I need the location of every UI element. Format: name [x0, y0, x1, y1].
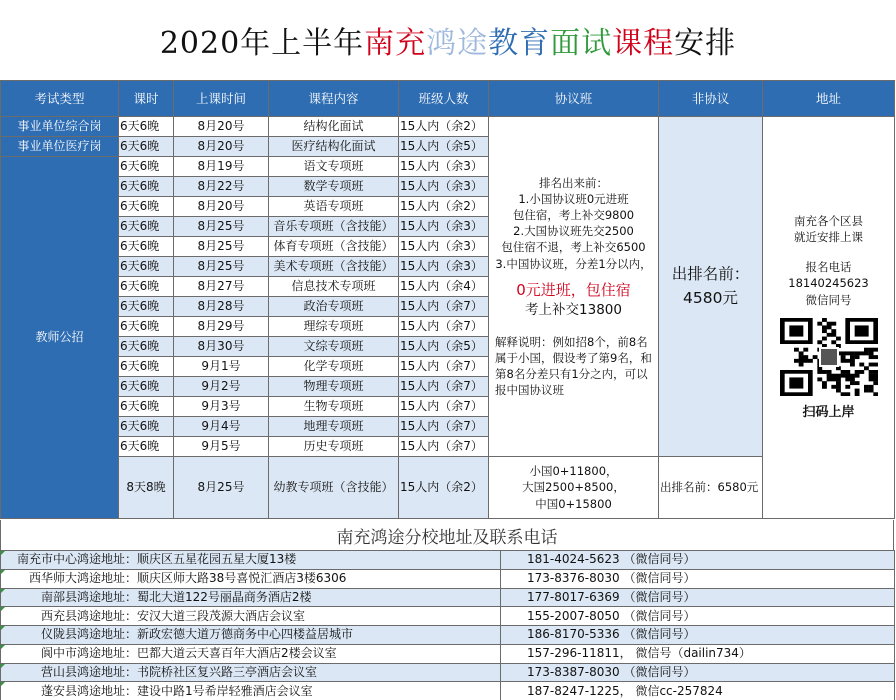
comment-marker-icon — [1, 570, 5, 574]
branch-address-cell — [1, 626, 501, 645]
date-cell: 9月1号 — [174, 357, 269, 377]
branch-row — [1, 644, 895, 663]
qr-code-icon — [780, 318, 878, 396]
class-size-cell: 15人内（余3） — [399, 237, 489, 257]
date-cell: 8月20号 — [174, 137, 269, 157]
title-part: 面试 — [550, 26, 613, 61]
date-cell: 8月22号 — [174, 177, 269, 197]
qr-label: 扫码上岸 — [802, 404, 855, 420]
class-size-cell: 15人内（余7） — [399, 297, 489, 317]
wechat-note: 微信同号 — [805, 292, 852, 307]
table-row — [1, 457, 895, 519]
column-header: 上课时间 — [174, 81, 269, 117]
date-cell: 9月4号 — [174, 417, 269, 437]
date-cell: 8月30号 — [174, 337, 269, 357]
hours-cell: 6天6晚 — [119, 437, 174, 457]
class-size-cell: 15人内（余2） — [399, 197, 489, 217]
course-cell: 理综专项班 — [269, 317, 399, 337]
address-line: 就近安排上课 — [794, 230, 863, 245]
branch-name: 营山县鸿途地址 — [40, 664, 125, 679]
branch-contact: 181-4024-5623 （微信同号） — [501, 551, 895, 570]
course-cell: 数学专项班 — [269, 177, 399, 197]
class-size-cell: 15人内（余3） — [399, 217, 489, 237]
branch-address: ：顺庆区师大路38号喜悦汇酒店3楼6306 — [125, 571, 347, 586]
agreement-highlight: 0元进班，包住宿 — [516, 280, 631, 299]
column-header: 非协议 — [659, 81, 763, 117]
branch-name: 阆中市鸿途地址 — [40, 646, 125, 661]
course-cell: 语文专项班 — [269, 157, 399, 177]
hours-cell: 6天6晚 — [119, 237, 174, 257]
branch-address-cell — [1, 682, 501, 700]
class-size-cell: 15人内（余7） — [399, 317, 489, 337]
date-cell: 8月28号 — [174, 297, 269, 317]
hours-cell: 6天6晚 — [119, 157, 174, 177]
date-cell: 9月2号 — [174, 377, 269, 397]
branch-address-cell — [1, 569, 501, 588]
non-agreement-label: 出排名前： — [671, 265, 750, 284]
title-part: 安排 — [674, 26, 737, 61]
comment-marker-icon — [1, 607, 5, 611]
branch-address: ：巴都大道云天喜百年大酒店2楼会议室 — [125, 646, 337, 661]
column-header: 协议班 — [489, 81, 659, 117]
hours-cell: 6天6晚 — [119, 317, 174, 337]
course-cell: 结构化面试 — [269, 117, 399, 137]
agreement-line: 2.大国协议班先交2500 — [513, 224, 634, 239]
non-agreement-cell — [659, 117, 763, 457]
class-size-cell: 15人内（余7） — [399, 377, 489, 397]
class-size-cell: 15人内（余7） — [399, 437, 489, 457]
branch-address: ：顺庆区五星花园五星大厦13楼 — [125, 552, 297, 567]
course-cell: 地理专项班 — [269, 417, 399, 437]
date-cell: 9月5号 — [174, 437, 269, 457]
non-agreement-preschool: 出排名前：6580元 — [659, 457, 763, 519]
date-cell: 8月25号 — [174, 457, 269, 519]
comment-marker-icon — [1, 589, 5, 593]
hours-cell: 6天6晚 — [119, 117, 174, 137]
branch-address-cell — [1, 644, 501, 663]
agreement-preschool-line: 中国0+15800 — [535, 496, 612, 511]
agreement-preschool-line: 大国2500+8500， — [522, 480, 625, 495]
branch-name: 西充县鸿途地址 — [40, 608, 125, 623]
class-size-cell: 15人内（余7） — [399, 397, 489, 417]
class-size-cell: 15人内（余3） — [399, 177, 489, 197]
address-line: 南充各个区县 — [794, 214, 863, 229]
column-header: 考试类型 — [1, 81, 119, 117]
date-cell: 8月25号 — [174, 217, 269, 237]
branch-address: ：新政宏德大道万德商务中心四楼益居城市 — [125, 627, 354, 642]
hours-cell: 6天6晚 — [119, 377, 174, 397]
title-part: 教育 — [488, 26, 551, 61]
hours-cell: 6天6晚 — [119, 357, 174, 377]
hours-cell: 6天6晚 — [119, 217, 174, 237]
comment-marker-icon — [1, 645, 5, 649]
signup-phone: 18140245623 — [788, 276, 869, 291]
branch-row — [1, 551, 895, 570]
class-size-cell: 15人内（余3） — [399, 157, 489, 177]
class-size-cell: 15人内（余7） — [399, 357, 489, 377]
date-cell: 8月25号 — [174, 257, 269, 277]
exam-type-cell: 事业单位医疗岗 — [1, 137, 119, 157]
agreement-preschool-line: 小国0+11800， — [529, 464, 618, 479]
agreement-line: 包住宿，考上补交9800 — [512, 208, 635, 223]
course-cell: 医疗结构化面试 — [269, 137, 399, 157]
address-cell — [763, 117, 895, 519]
agreement-line: 1.小国协议班0元进班 — [518, 192, 629, 207]
class-size-cell: 15人内（余3） — [399, 257, 489, 277]
column-header: 班级人数 — [399, 81, 489, 117]
course-cell: 历史专项班 — [269, 437, 399, 457]
column-header: 课时 — [119, 81, 174, 117]
hours-cell: 6天6晚 — [119, 337, 174, 357]
date-cell: 8月29号 — [174, 317, 269, 337]
agreement-preschool-cell — [489, 457, 659, 519]
branch-contact: 187-8247-1225， 微信cc-257824 — [501, 682, 895, 700]
date-cell: 9月3号 — [174, 397, 269, 417]
date-cell: 8月25号 — [174, 237, 269, 257]
branch-section-title: 南充鸿途分校地址及联系电话 — [0, 520, 894, 550]
title-part: 课程 — [612, 26, 675, 61]
column-header: 地址 — [763, 81, 895, 117]
comment-marker-icon — [1, 682, 5, 686]
agreement-highlight-sub: 考上补交13800 — [525, 301, 622, 318]
course-cell: 文综专项班 — [269, 337, 399, 357]
course-cell: 政治专项班 — [269, 297, 399, 317]
signup-label: 报名电话 — [805, 260, 852, 275]
date-cell: 8月27号 — [174, 277, 269, 297]
hours-cell: 6天6晚 — [119, 197, 174, 217]
hours-cell: 6天6晚 — [119, 417, 174, 437]
date-cell: 8月20号 — [174, 117, 269, 137]
non-agreement-price: 4580元 — [683, 288, 738, 307]
agreement-line: 3.中国协议班，分差1分以内， — [495, 256, 652, 271]
branch-contact: 173-8387-8030 （微信同号） — [501, 663, 895, 682]
branch-address-cell — [1, 663, 501, 682]
hours-cell: 6天6晚 — [119, 137, 174, 157]
table-row — [1, 117, 895, 137]
comment-marker-icon — [1, 626, 5, 630]
course-cell: 生物专项班 — [269, 397, 399, 417]
agreement-explanation: 解释说明：例如招8个，前8名属于小国，假设考了第9名，和第8名分差只有1分之内，可以报中国协议班 — [495, 334, 652, 397]
class-size-cell: 15人内（余5） — [399, 137, 489, 157]
hours-cell: 6天6晚 — [119, 257, 174, 277]
exam-type-teacher: 教师公招 — [1, 157, 119, 519]
branch-name: 南充市中心鸿途地址 — [16, 552, 125, 567]
page-title — [0, 0, 896, 80]
comment-marker-icon — [1, 664, 5, 668]
course-cell: 英语专项班 — [269, 197, 399, 217]
branch-address: ：建设中路1号希岸轻雅酒店会议室 — [125, 683, 313, 698]
class-size-cell: 15人内（余5） — [399, 337, 489, 357]
branch-row — [1, 682, 895, 700]
hours-cell: 8天8晚 — [119, 457, 174, 519]
title-part: 鸿途 — [426, 26, 489, 61]
branch-contact: 186-8170-5336 （微信同号） — [501, 626, 895, 645]
title-part: 南充 — [364, 26, 427, 61]
branch-row — [1, 588, 895, 607]
class-size-cell: 15人内（余4） — [399, 277, 489, 297]
course-schedule-table — [0, 80, 895, 519]
branch-row — [1, 663, 895, 682]
branch-contact: 177-8017-6369 （微信同号） — [501, 588, 895, 607]
date-cell: 8月19号 — [174, 157, 269, 177]
branch-name: 西华师大鸿途地址 — [28, 571, 125, 586]
course-cell: 美术专项班（含技能） — [269, 257, 399, 277]
comment-marker-icon — [1, 551, 5, 555]
branch-contact: 155-2007-8050 （微信同号） — [501, 607, 895, 626]
branch-name: 南部县鸿途地址 — [40, 589, 125, 604]
branch-address-cell — [1, 607, 501, 626]
agreement-line: 排名出来前： — [539, 176, 608, 191]
branch-address: ：书院桥社区复兴路三亭酒店会议室 — [125, 664, 318, 679]
branch-address-cell — [1, 588, 501, 607]
column-header: 课程内容 — [269, 81, 399, 117]
branch-name: 仪陇县鸿途地址 — [40, 627, 125, 642]
branch-address: ：安汉大道三段茂源大酒店会议室 — [125, 608, 306, 623]
course-cell: 体育专项班（含技能） — [269, 237, 399, 257]
branch-address-cell — [1, 551, 501, 570]
hours-cell: 6天6晚 — [119, 177, 174, 197]
agreement-class-cell — [489, 117, 659, 457]
class-size-cell: 15人内（余2） — [399, 457, 489, 519]
course-cell: 音乐专项班（含技能） — [269, 217, 399, 237]
branch-address: ：蜀北大道122号丽晶商务酒店2楼 — [125, 589, 312, 604]
branch-row — [1, 607, 895, 626]
branch-row — [1, 569, 895, 588]
agreement-line: 包住宿不退，考上补交6500 — [501, 240, 646, 255]
hours-cell: 6天6晚 — [119, 297, 174, 317]
course-cell: 化学专项班 — [269, 357, 399, 377]
branch-table — [0, 550, 895, 700]
class-size-cell: 15人内（余2） — [399, 117, 489, 137]
course-cell: 信息技术专项班 — [269, 277, 399, 297]
class-size-cell: 15人内（余7） — [399, 417, 489, 437]
branch-contact: 173-8376-8030 （微信同号） — [501, 569, 895, 588]
table-header-row — [1, 81, 895, 117]
branch-contact: 157-296-11811， 微信号（dailin734） — [501, 644, 895, 663]
title-part: 2020年上半年 — [159, 26, 365, 61]
hours-cell: 6天6晚 — [119, 277, 174, 297]
exam-type-cell: 事业单位综合岗 — [1, 117, 119, 137]
branch-name: 蓬安县鸿途地址 — [40, 683, 125, 698]
course-cell: 幼教专项班（含技能） — [269, 457, 399, 519]
course-cell: 物理专项班 — [269, 377, 399, 397]
hours-cell: 6天6晚 — [119, 397, 174, 417]
branch-row — [1, 626, 895, 645]
date-cell: 8月20号 — [174, 197, 269, 217]
